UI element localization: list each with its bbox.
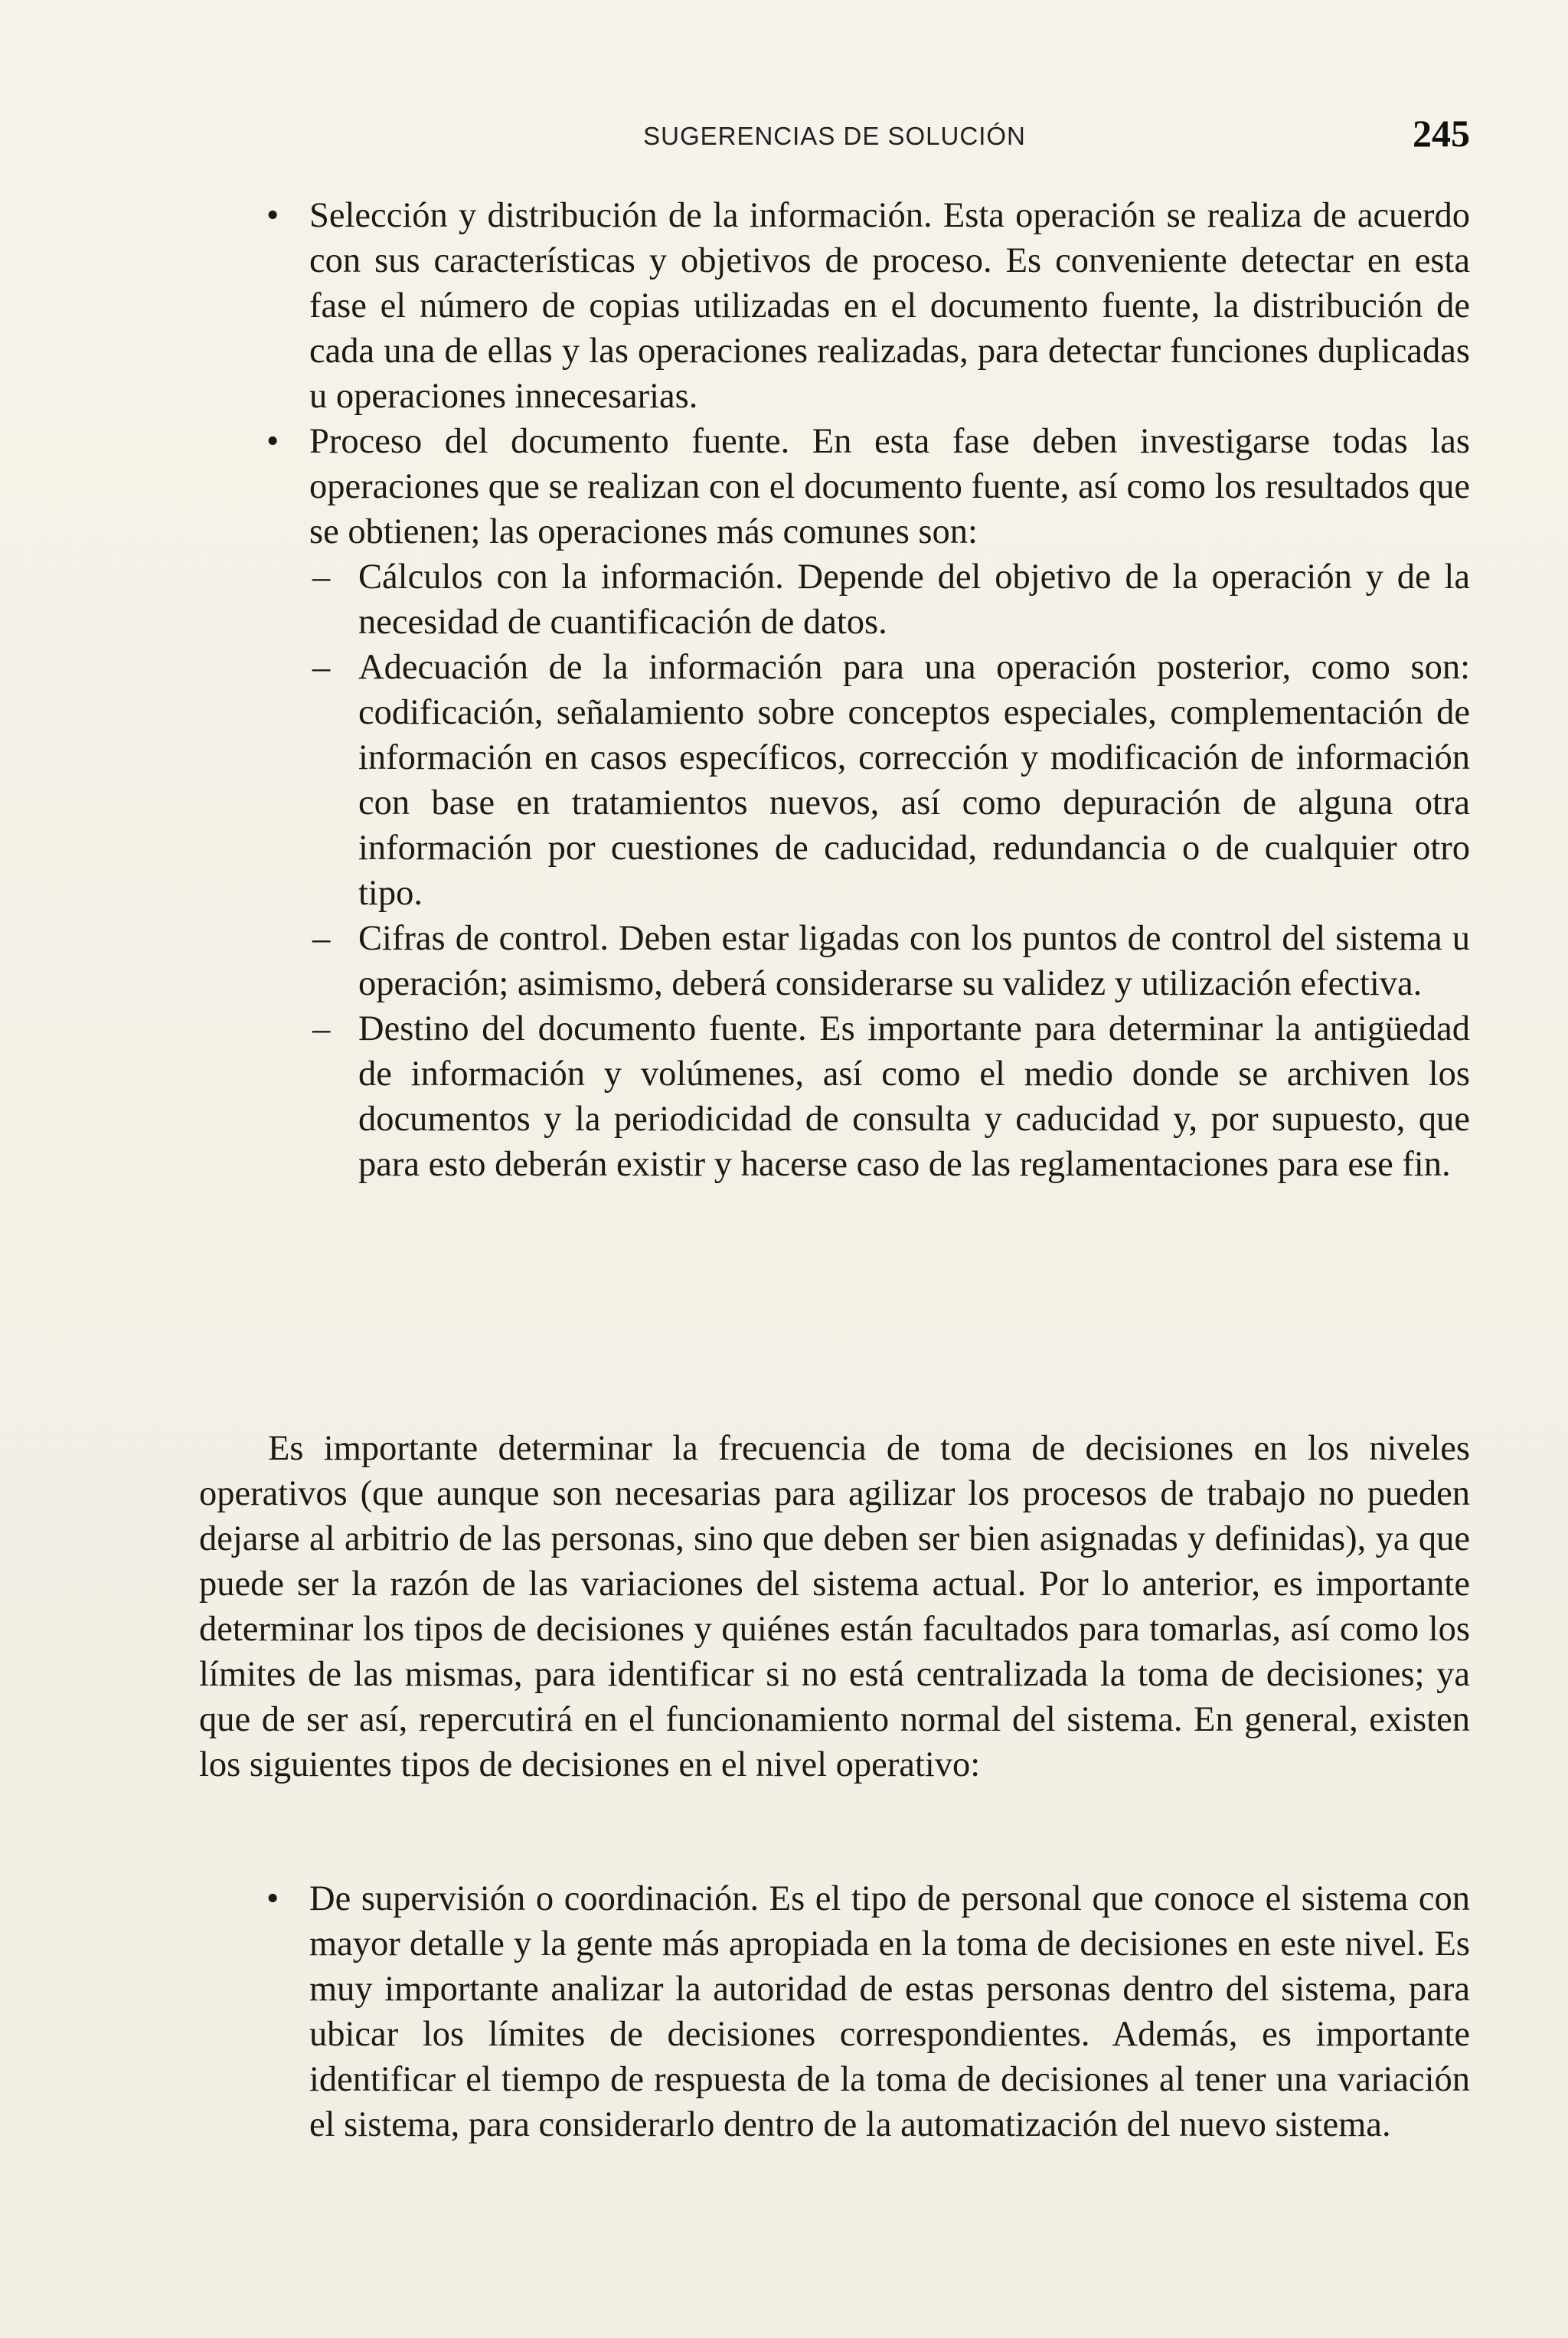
dash-icon: – bbox=[312, 648, 331, 687]
running-head bbox=[199, 111, 1470, 165]
dash-icon: – bbox=[312, 1009, 331, 1048]
dash-text: Cifras de control. Deben estar ligadas con los puntos de control del sistema u operación; asimismo, deberá considerarse su validez y utilización efectiva. bbox=[358, 919, 1470, 1003]
bullet-item-supervision bbox=[199, 1876, 1470, 2147]
dash-text: Adecuación de la información para una operación posterior, como son: codificación, señalamiento sobre conceptos especiales, complementación de información en casos específicos, corrección y modificación de información con base en tratamientos nuevos, así como depuración de alguna otra información por cuestiones de caducidad, redundancia o de cualquier otro tipo. bbox=[358, 648, 1470, 913]
dash-icon: – bbox=[312, 919, 331, 958]
bullet-icon: • bbox=[266, 1879, 279, 1918]
bullet-text: De supervisión o coordinación. Es el tipo de personal que conoce el sistema con mayor detalle y la gente más apropiada en la toma de decisiones en este nivel. Es muy importante analizar la autoridad de estas personas dentro del sistema, para ubicar los límites de decisiones correspondientes. Además, es importante identificar el tiempo de respuesta de la toma de decisiones al tener una variación el sistema, para considerarlo dentro de la automatización del nuevo sistema. bbox=[309, 1879, 1470, 2144]
dash-text: Destino del documento fuente. Es importante para determinar la antigüedad de información y volúmenes, así como el medio donde se archiven los documentos y la periodicidad de consulta y caducidad y, por supuesto, que para esto deberán existir y hacerse caso de las reglamentaciones para ese fin. bbox=[358, 1009, 1470, 1184]
page-number: 245 bbox=[1413, 112, 1470, 155]
bullet-item-proceso bbox=[199, 419, 1470, 554]
bullet-icon: • bbox=[266, 422, 279, 461]
dash-item-cifras bbox=[199, 916, 1470, 1006]
dash-item-destino bbox=[199, 1006, 1470, 1187]
bullet-icon: • bbox=[266, 196, 279, 235]
dash-text: Cálculos con la información. Depende del objetivo de la operación y de la necesidad de cuantificación de datos. bbox=[358, 558, 1470, 642]
dash-item-adecuacion bbox=[199, 645, 1470, 916]
body-paragraph: Es importante determinar la frecuencia de toma de decisiones en los niveles operativos (que aunque son necesarias para agilizar los procesos de trabajo no pueden dejarse al arbitrio de las personas, sino que deben ser bien asignadas y definidas), ya que puede ser la razón de las variaciones del sistema actual. Por lo anterior, es importante determinar los tipos de decisiones y quiénes están facultados para tomarlas, así como los límites de las mismas, para identificar si no está centralizada la toma de decisiones; ya que de ser así, repercutirá en el funcionamiento normal del sistema. En general, existen los siguientes tipos de decisiones en el nivel operativo: bbox=[199, 1429, 1470, 1784]
dash-icon: – bbox=[312, 558, 331, 597]
dash-item-calculos bbox=[199, 554, 1470, 645]
list-block-decisions-process bbox=[199, 193, 1470, 1187]
list-block-decision-types bbox=[199, 1876, 1470, 2147]
bullet-text: Selección y distribución de la información. Esta operación se realiza de acuerdo con sus características y objetivos de proceso. Es conveniente detectar en esta fase el número de copias utilizadas en el documento fuente, la distribución de cada una de ellas y las operaciones realizadas, para detectar funciones duplicadas u operaciones innecesarias. bbox=[309, 196, 1470, 416]
running-title: SUGERENCIAS DE SOLUCIÓN bbox=[643, 122, 1026, 150]
bullet-item-seleccion bbox=[199, 193, 1470, 419]
bullet-text: Proceso del documento fuente. En esta fase deben investigarse todas las operaciones que se realizan con el documento fuente, así como los resultados que se obtienen; las operaciones más comunes son: bbox=[309, 422, 1470, 551]
